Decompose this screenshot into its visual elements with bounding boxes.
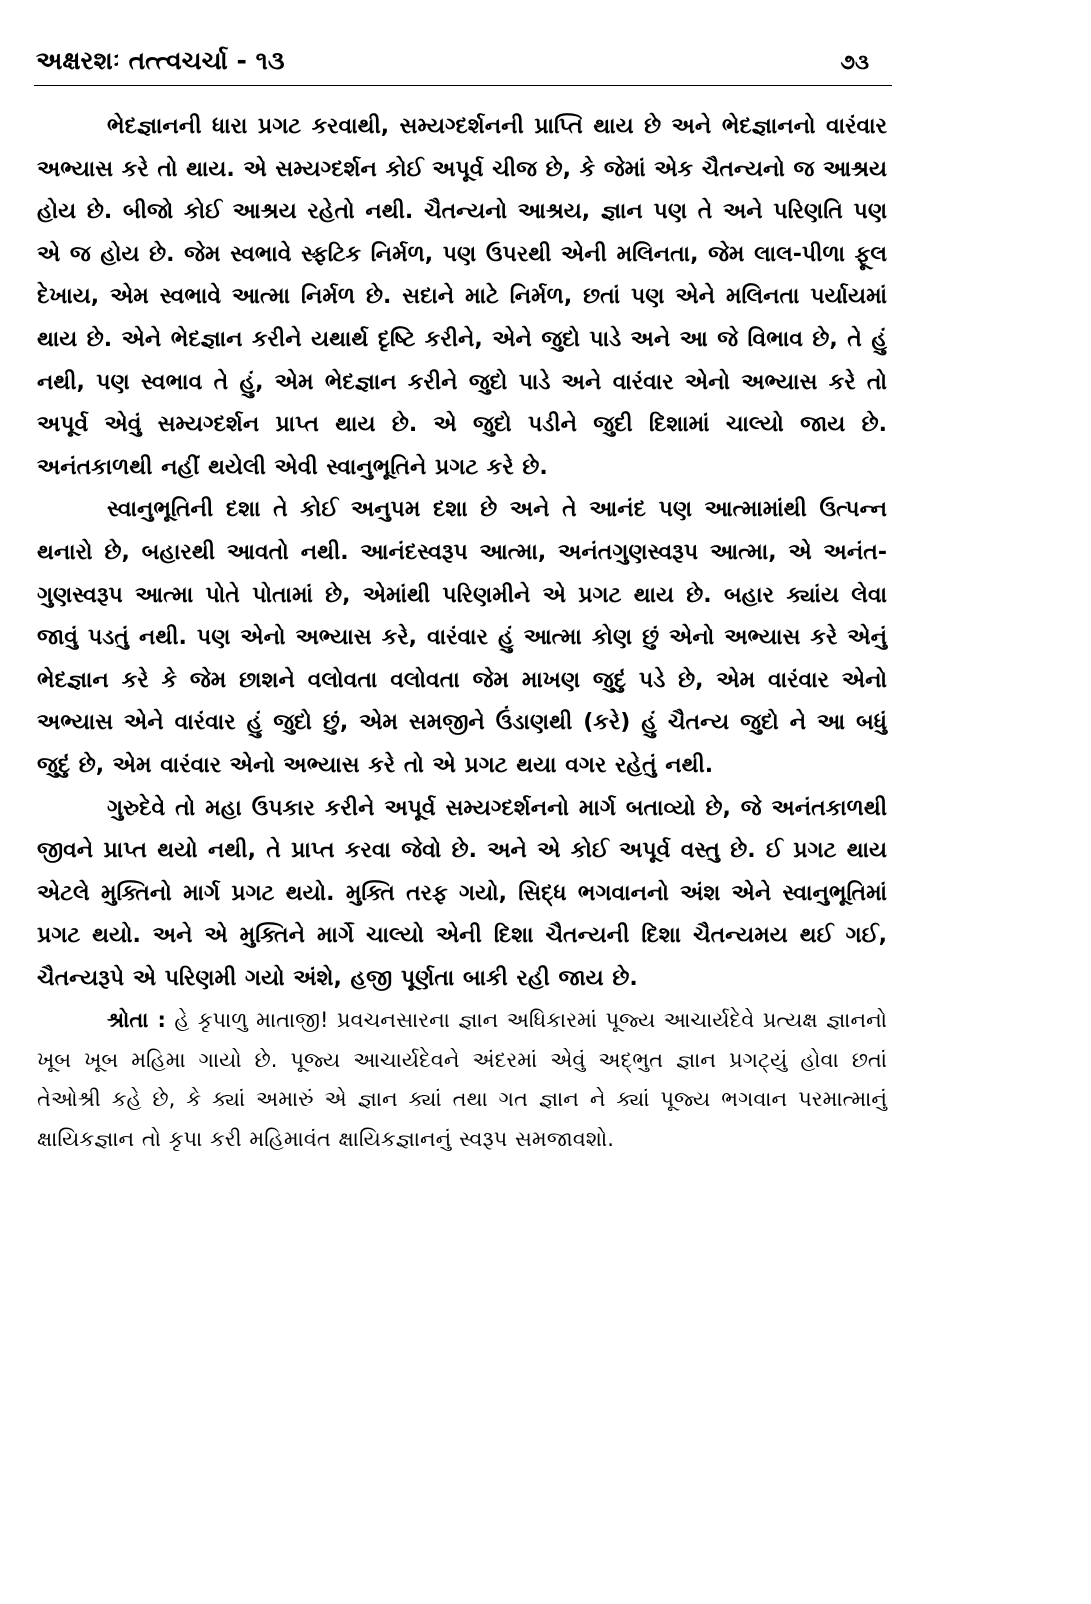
page-body [37,106,887,1159]
header-divider [34,85,892,86]
speaker-label: શ્રોતા : [107,1008,166,1033]
page-number: ૭૩ [840,50,869,74]
running-title: અક્ષરશઃ તત્ત્વચર્ચા - ૧૩ [36,46,285,75]
paragraph-3: ગુરુદેવે તો મહા ઉપકાર કરીને અપૂર્વ સમ્યગ્દર્શનનો માર્ગ બતાવ્યો છે, જે અનંતકાળથી જીવને પ્રાપ્ત થયો નથી, તે પ્રાપ્ત કરવા જેવો છે. અને એ કોઈ અપૂર્વ વસ્તુ છે. ઈ પ્રગટ થાય એટલે મુક્તિનો માર્ગ પ્રગટ થયો. મુક્તિ તરફ ગયો, સિદ્ધ ભગવાનનો અંશ એને સ્વાનુભૂતિમાં પ્રગટ થયો. અને એ મુક્તિને માર્ગે ચાલ્યો એની દિશા ચૈતન્યની દિશા ચૈતન્યમય થઈ ગઈ, ચૈતન્યરૂપે એ પરિણમી ગયો અંશે, હજી પૂર્ણતા બાકી રહી જાય છે. [37,795,887,991]
question-text: હે કૃપાળુ માતાજી! પ્રવચનસારના જ્ઞાન અધિકારમાં પૂજ્ય આચાર્યદેવે પ્રત્યક્ષ જ્ઞાનનો ખૂબ ખૂબ મહિમા ગાયો છે. પૂજ્ય આચાર્યદેવને અંદરમાં એવું અદ્ભુત જ્ઞાન પ્રગટ્યું હોવા છતાં તેઓશ્રી કહે છે, કે ક્યાં અમારું એ જ્ઞાન ક્યાં તથા ગત જ્ઞાન ને ક્યાં પૂજ્ય ભગવાન પરમાત્માનું ક્ષાયિકજ્ઞાન તો કૃપા કરી મહિમાવંત ક્ષાયિકજ્ઞાનનું સ્વરૂપ સમજાવશો. [37,1008,887,1151]
question-paragraph [37,1001,887,1159]
paragraph-2: સ્વાનુભૂતિની દશા તે કોઈ અનુપમ દશા છે અને તે આનંદ પણ આત્મામાંથી ઉત્પન્ન થનારો છે, બહારથી આવતો નથી. આનંદસ્વરૂપ આત્મા, અનંતગુણસ્વરૂપ આત્મા, એ અનંત-ગુણસ્વરૂપ આત્મા પોતે પોતામાં છે, એમાંથી પરિણમીને એ પ્રગટ થાય છે. બહાર ક્યાંય લેવા જાવું પડતું નથી. પણ એનો અભ્યાસ કરે, વારંવાર હું આત્મા કોણ છું એનો અભ્યાસ કરે એનું ભેદજ્ઞાન કરે કે જેમ છાશને વલોવતા વલોવતા જેમ માખણ જુદું પડે છે, એમ વારંવાર એનો અભ્યાસ એને વારંવાર હું જુદો છું, એમ સમજીને ઉંડાણથી (કરે) હું ચૈતન્ય જુદો ને આ બધું જુદું છે, એમ વારંવાર એનો અભ્યાસ કરે તો એ પ્રગટ થયા વગર રહેતું નથી. [37,497,887,778]
paragraph-1: ભેદજ્ઞાનની ધારા પ્રગટ કરવાથી, સમ્યગ્દર્શનની પ્રાપ્તિ થાય છે અને ભેદજ્ઞાનનો વારંવાર અભ્યાસ કરે તો થાય. એ સમ્યગ્દર્શન કોઈ અપૂર્વ ચીજ છે, કે જેમાં એક ચૈતન્યનો જ આશ્રય હોય છે. બીજો કોઈ આશ્રય રહેતો નથી. ચૈતન્યનો આશ્રય, જ્ઞાન પણ તે અને પરિણતિ પણ એ જ હોય છે. જેમ સ્વભાવે સ્ફટિક નિર્મળ, પણ ઉપરથી એની મલિનતા, જેમ લાલ-પીળા ફૂલ દેખાય, એમ સ્વભાવે આત્મા નિર્મળ છે. સદાને માટે નિર્મળ, છતાં પણ એને મલિનતા પર્યાયમાં થાય છે. એને ભેદજ્ઞાન કરીને યથાર્થ દૃષ્ટિ કરીને, એને જુદો પાડે અને આ જે વિભાવ છે, તે હું નથી, પણ સ્વભાવ તે હું, એમ ભેદજ્ઞાન કરીને જુદો પાડે અને વારંવાર એનો અભ્યાસ કરે તો અપૂર્વ એવું સમ્યગ્દર્શન પ્રાપ્ત થાય છે. એ જુદો પડીને જુદી દિશામાં ચાલ્યો જાય છે. અનંતકાળથી નહીં થયેલી એવી સ્વાનુભૂતિને પ્રગટ કરે છે. [37,114,887,480]
